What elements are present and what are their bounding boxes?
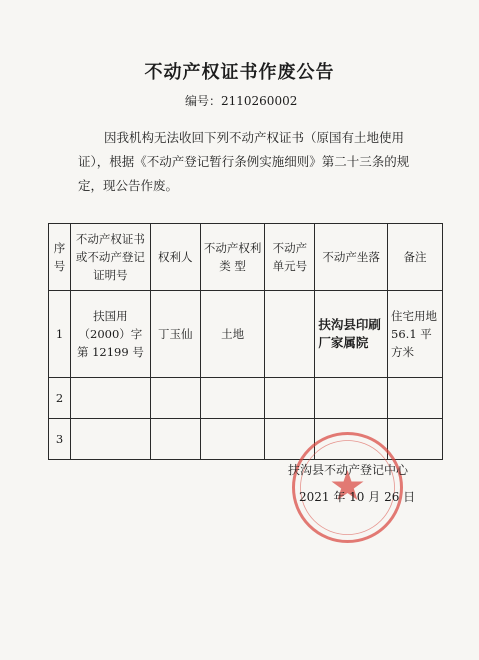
- header-rights-type: 不动产权利类 型: [200, 224, 265, 291]
- header-certificate-number: 不动产权证书或不动产登记证明号: [70, 224, 150, 291]
- cell-certificate-number: [70, 419, 150, 460]
- table-row: [49, 291, 443, 378]
- cell-rights-holder: [150, 378, 200, 419]
- cell-unit-number: [265, 291, 315, 378]
- cell-seq: 3: [49, 419, 71, 460]
- cell-remarks: 住宅用地 56.1 平方米: [388, 291, 443, 378]
- cell-rights-holder: 丁玉仙: [150, 291, 200, 378]
- issuer-name: 扶沟县不动产登记中心: [288, 463, 409, 477]
- table-row: [49, 378, 443, 419]
- cell-rights-type: 土地: [200, 291, 265, 378]
- certificate-table: [48, 223, 443, 460]
- cell-certificate-number: 扶国用（2000）字第 12199 号: [70, 291, 150, 378]
- header-location: 不动产坐落: [315, 224, 388, 291]
- announcement-body-text: 因我机构无法收回下列不动产权证书（原国有土地使用证），根据《不动产登记暂行条例实施细则》第二十三条的规定，现公告作废。: [78, 130, 410, 193]
- page-title: 不动产权证书作废公告: [144, 62, 335, 83]
- cell-remarks: [388, 378, 443, 419]
- header-rights-holder: 权利人: [150, 224, 200, 291]
- cell-rights-holder: [150, 419, 200, 460]
- cell-seq: 1: [49, 291, 71, 378]
- cell-certificate-number: [70, 378, 150, 419]
- table-header-row: [49, 224, 443, 291]
- issue-date: 2021 年 10 月 26 日: [299, 490, 416, 504]
- header-seq: 序号: [49, 224, 71, 291]
- cell-rights-type: [200, 419, 265, 460]
- header-remarks: 备注: [388, 224, 443, 291]
- cell-location: [315, 378, 388, 419]
- document-number: 编号：2110260002: [185, 94, 298, 108]
- cell-seq: 2: [49, 378, 71, 419]
- cell-unit-number: [265, 378, 315, 419]
- header-unit-number: 不动产单元号: [265, 224, 315, 291]
- announcement-body: [78, 126, 423, 198]
- cell-rights-type: [200, 378, 265, 419]
- cell-location: 扶沟县印刷厂家属院: [315, 291, 388, 378]
